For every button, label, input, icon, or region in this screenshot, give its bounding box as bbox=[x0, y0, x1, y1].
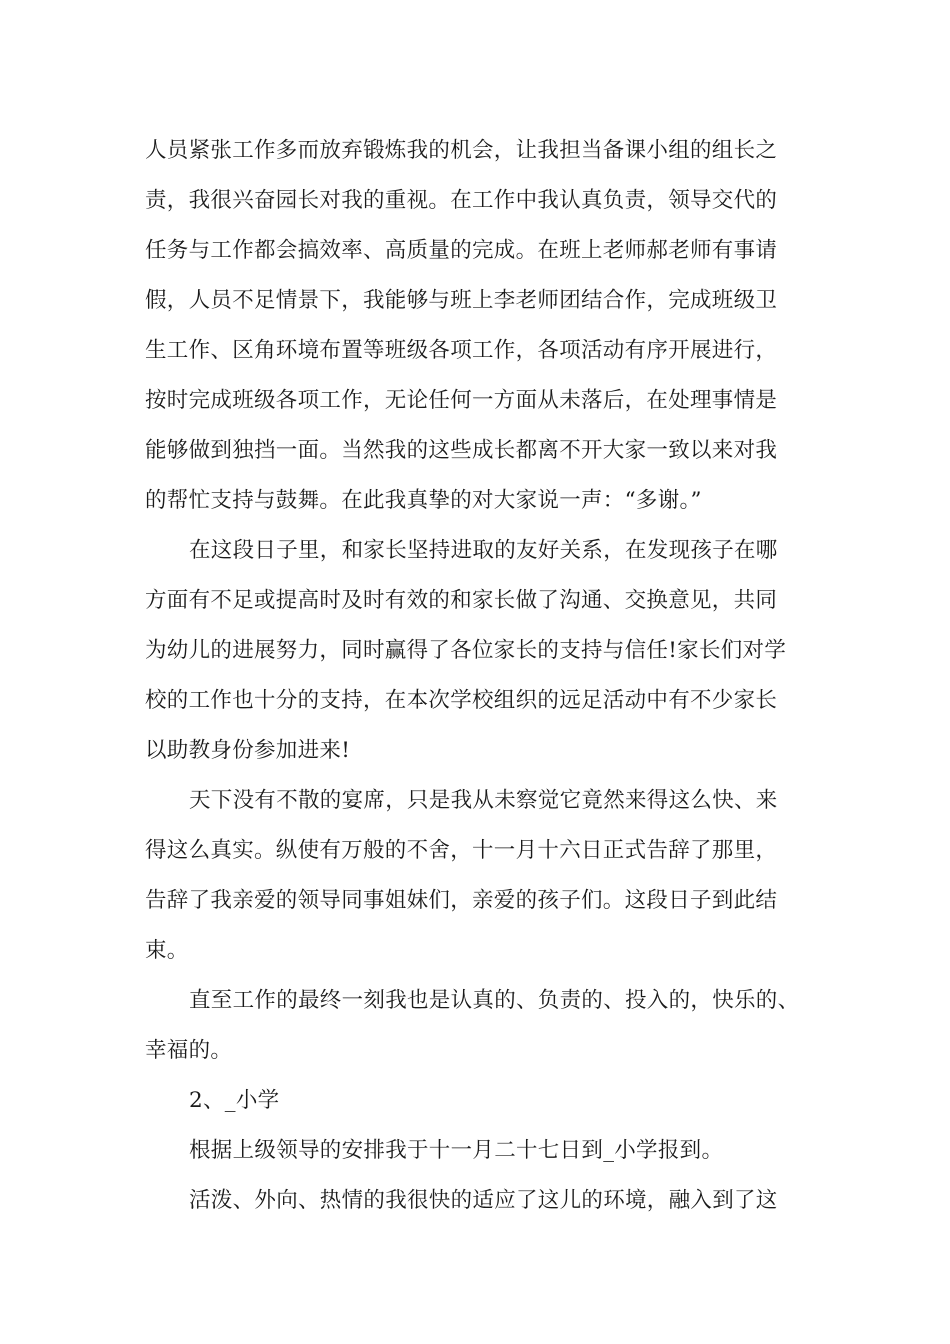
paragraph-4 bbox=[145, 976, 817, 1076]
text-line: 假，人员不足情景下，我能够与班上李老师团结合作，完成班级卫 bbox=[145, 288, 778, 313]
text-line: 2、_小学 bbox=[189, 1088, 280, 1113]
text-line: 的帮忙支持与鼓舞。在此我真挚的对大家说一声：“多谢。” bbox=[145, 488, 702, 513]
text-line: 方面有不足或提高时及时有效的和家长做了沟通、交换意见，共同 bbox=[145, 588, 778, 613]
text-line: 校的工作也十分的支持，在本次学校组织的远足活动中有不少家长 bbox=[145, 688, 778, 713]
document-body bbox=[145, 126, 817, 1226]
paragraph-2 bbox=[145, 526, 817, 776]
text-line: 在这段日子里，和家长坚持进取的友好关系，在发现孩子在哪 bbox=[189, 538, 778, 563]
text-line: 任务与工作都会搞效率、高质量的完成。在班上老师郝老师有事请 bbox=[145, 238, 778, 263]
text-line: 生工作、区角环境布置等班级各项工作，各项活动有序开展进行， bbox=[145, 338, 778, 363]
text-line: 能够做到独挡一面。当然我的这些成长都离不开大家一致以来对我 bbox=[145, 438, 778, 463]
text-line: 直至工作的最终一刻我也是认真的、负责的、投入的，快乐的、 bbox=[189, 988, 800, 1013]
text-line: 得这么真实。纵使有万般的不舍，十一月十六日正式告辞了那里， bbox=[145, 838, 778, 863]
text-line: 人员紧张工作多而放弃锻炼我的机会，让我担当备课小组的组长之 bbox=[145, 138, 778, 163]
text-line: 天下没有不散的宴席，只是我从未察觉它竟然来得这么快、来 bbox=[189, 788, 778, 813]
text-line: 告辞了我亲爱的领导同事姐妹们，亲爱的孩子们。这段日子到此结 bbox=[145, 888, 778, 913]
text-line: 根据上级领导的安排我于十一月二十七日到_小学报到。 bbox=[189, 1138, 724, 1163]
paragraph-5 bbox=[145, 1126, 817, 1176]
section-heading bbox=[145, 1076, 817, 1126]
text-line: 按时完成班级各项工作，无论任何一方面从未落后，在处理事情是 bbox=[145, 388, 778, 413]
text-line: 幸福的。 bbox=[145, 1038, 233, 1063]
paragraph-6 bbox=[145, 1176, 817, 1226]
paragraph-3 bbox=[145, 776, 817, 976]
paragraph-1 bbox=[145, 126, 817, 526]
text-line: 束。 bbox=[145, 938, 189, 963]
text-line: 责，我很兴奋园长对我的重视。在工作中我认真负责，领导交代的 bbox=[145, 188, 778, 213]
text-line: 为幼儿的进展努力，同时赢得了各位家长的支持与信任!家长们对学 bbox=[145, 638, 787, 663]
text-line: 活泼、外向、热情的我很快的适应了这儿的环境，融入到了这 bbox=[189, 1188, 778, 1213]
text-line: 以助教身份参加进来! bbox=[145, 738, 351, 763]
